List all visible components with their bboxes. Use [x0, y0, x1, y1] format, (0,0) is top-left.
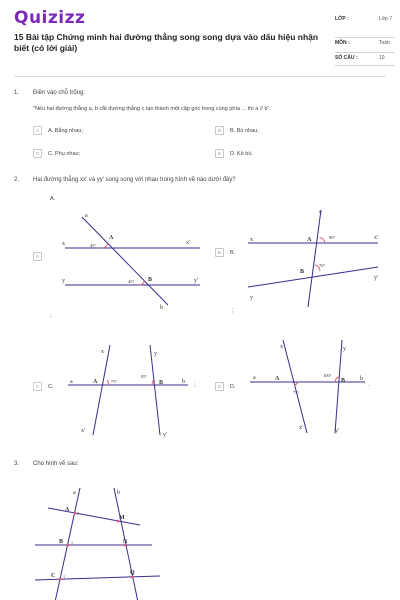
- fig-c-line-yy: [150, 345, 160, 435]
- fig-a-angle-at-A: 45°: [90, 243, 97, 248]
- fig-c-label-b: b: [182, 379, 185, 385]
- question-1-text: Điền vào chỗ trống:: [33, 90, 86, 96]
- q2-option-c[interactable]: [33, 382, 54, 391]
- fig-c-label-x: x: [101, 349, 104, 355]
- fig-a-label-b: b: [160, 305, 163, 311]
- question-1-number: 1.: [14, 90, 20, 96]
- fig-d-line-yy: [335, 340, 342, 433]
- q3-label-N: N: [123, 539, 128, 545]
- q1-option-d-box[interactable]: D: [215, 149, 224, 158]
- q1-option-d-text: D. Kề bù.: [230, 150, 253, 157]
- fig-b-label-A: A: [307, 237, 312, 243]
- meta-count-value: 10: [379, 55, 385, 61]
- fig-d-label-y2: y': [335, 428, 340, 434]
- fig-a-label-y: y: [62, 278, 65, 284]
- question-1-statement: "Nếu hai đường thẳng a, b cắt đường thẳng c tạo thành một cặp góc trong cùng phía ... thì a // b".: [33, 106, 272, 112]
- q2-figure-c: [63, 340, 193, 440]
- fig-a-angle-mark-a: [103, 244, 108, 248]
- fig-c-label-x2: x': [81, 428, 86, 434]
- question-3-text: Cho hình vẽ sau:: [33, 461, 79, 467]
- fig-b-label-y2: y': [374, 275, 379, 281]
- header-divider: [14, 76, 386, 77]
- meta-subject-key: MÔN :: [335, 40, 350, 46]
- meta-count-key: SỐ CÂU :: [335, 55, 358, 61]
- quizizz-logo: Quizizz: [14, 8, 86, 28]
- fig-d-label-x: x: [280, 344, 283, 350]
- q3-point-A: [74, 512, 77, 515]
- q2-figure-a-label: A.: [50, 196, 56, 202]
- q2-option-d-text: D.: [230, 383, 236, 390]
- meta-class-key: LỚP :: [335, 16, 349, 22]
- question-3-number: 3.: [14, 461, 20, 467]
- question-2-text: Hai đường thẳng xx' và yy' song song với nhau trong hình vẽ nào dưới đây?: [33, 177, 236, 183]
- fig-a-label-A: A: [109, 235, 114, 241]
- q1-option-c[interactable]: [33, 149, 80, 158]
- fig-b-angle-at-A: 80°: [329, 235, 336, 240]
- q2-option-b-box[interactable]: B: [215, 248, 224, 257]
- fig-d-angle-at-B: 100°: [323, 373, 332, 378]
- question-2-number: 2.: [14, 177, 20, 183]
- fig-a-label-B: B: [148, 277, 153, 283]
- q3-line-am: [48, 508, 140, 525]
- q2-semicolon-3: ;: [194, 382, 196, 388]
- q1-option-c-text: C. Phụ nhau;: [48, 150, 81, 157]
- q1-option-b[interactable]: [215, 126, 259, 135]
- meta-subject-value: Toán: [379, 40, 390, 46]
- q2-option-d[interactable]: [215, 382, 236, 391]
- q3-mark-C: 1: [63, 574, 65, 579]
- fig-a-transversal: [82, 217, 168, 305]
- fig-c-angle-mark-b: [151, 380, 153, 385]
- fig-b-label-x: x: [250, 237, 253, 243]
- fig-a-label-a: a: [85, 213, 88, 219]
- q3-point-B: [67, 544, 70, 547]
- q3-label-A: A: [65, 507, 70, 513]
- q3-label-b: b: [117, 490, 120, 496]
- q2-semicolon-1: ;: [50, 313, 52, 319]
- q2-figure-a: [60, 205, 210, 315]
- fig-d-angle-at-A: 75°: [293, 390, 300, 395]
- q2-option-c-box[interactable]: C: [33, 382, 42, 391]
- q1-option-b-text: B. Bù nhau;: [230, 127, 259, 134]
- q3-figure: [30, 482, 170, 600]
- fig-d-label-b: b: [360, 376, 363, 382]
- q2-option-b-text: B.: [230, 249, 236, 256]
- meta-panel: [335, 14, 395, 66]
- fig-d-line-xx: [283, 340, 307, 433]
- fig-c-label-B: B: [159, 380, 164, 386]
- fig-a-label-y2: y': [194, 278, 199, 284]
- q3-label-a: a: [73, 490, 76, 496]
- q1-option-b-box[interactable]: B: [215, 126, 224, 135]
- fig-b-label-B: B: [300, 269, 305, 275]
- q2-option-b[interactable]: [215, 248, 235, 257]
- fig-d-label-a: a: [253, 375, 256, 381]
- fig-a-angle-mark-b: [140, 281, 145, 286]
- fig-c-angle-at-B: 85°: [141, 374, 148, 379]
- fig-c-label-a: a: [70, 379, 73, 385]
- meta-class-row: [335, 14, 395, 38]
- q3-point-Q: [131, 576, 134, 579]
- fig-d-label-y: y: [343, 346, 346, 352]
- fig-c-label-y: y: [154, 351, 157, 357]
- q1-option-d[interactable]: [215, 149, 253, 158]
- q2-semicolon-2: ;: [232, 308, 234, 314]
- q1-option-a-box[interactable]: A: [33, 126, 42, 135]
- meta-subject-row: [335, 38, 395, 53]
- meta-class-value: Lớp 7: [379, 16, 393, 22]
- q3-label-M: M: [119, 515, 125, 521]
- fig-b-angle-mark-a: [320, 238, 326, 244]
- q2-figure-b: [243, 205, 388, 310]
- q2-option-d-box[interactable]: D: [215, 382, 224, 391]
- fig-c-label-y2: y': [163, 432, 168, 438]
- document-title: 15 Bài tập Chứng minh hai đường thẳng song song dựa vào dấu hiệu nhận biết (có lời giải): [14, 32, 319, 53]
- q2-option-a[interactable]: [33, 252, 48, 261]
- q1-option-a-text: A. Bằng nhau;: [48, 127, 83, 134]
- q3-mark-A: 1: [77, 511, 79, 516]
- q3-label-Q: Q: [130, 570, 135, 576]
- fig-c-angle-mark-a: [107, 380, 108, 385]
- q1-option-c-box[interactable]: C: [33, 149, 42, 158]
- q3-mark-B: 1: [71, 540, 73, 545]
- fig-b-transversal: [308, 210, 321, 307]
- fig-b-label-x2: x': [374, 235, 379, 241]
- fig-b-label-a: a: [319, 209, 322, 215]
- fig-d-label-B: B: [341, 378, 346, 384]
- fig-d-label-x2: x': [299, 425, 304, 431]
- fig-c-label-A: A: [93, 379, 98, 385]
- meta-count-row: [335, 53, 395, 66]
- q1-option-a[interactable]: [33, 126, 83, 135]
- q2-period: .: [368, 382, 370, 388]
- q2-option-a-box[interactable]: A: [33, 252, 42, 261]
- q3-label-C: C: [51, 573, 56, 579]
- q3-label-B: B: [59, 539, 64, 545]
- fig-a-label-x: x: [62, 241, 65, 247]
- fig-a-label-x2: x': [186, 240, 191, 246]
- q2-option-c-text: C.: [48, 383, 54, 390]
- q2-figure-d: [245, 335, 370, 440]
- fig-c-line-xx: [93, 345, 110, 435]
- fig-c-angle-at-A: 75°: [111, 379, 118, 384]
- fig-d-label-A: A: [275, 376, 280, 382]
- fig-a-angle-at-B: 45°: [128, 279, 135, 284]
- q3-point-C: [59, 578, 62, 581]
- fig-b-angle-at-B: 70°: [319, 263, 326, 268]
- fig-b-label-y: y: [250, 295, 253, 301]
